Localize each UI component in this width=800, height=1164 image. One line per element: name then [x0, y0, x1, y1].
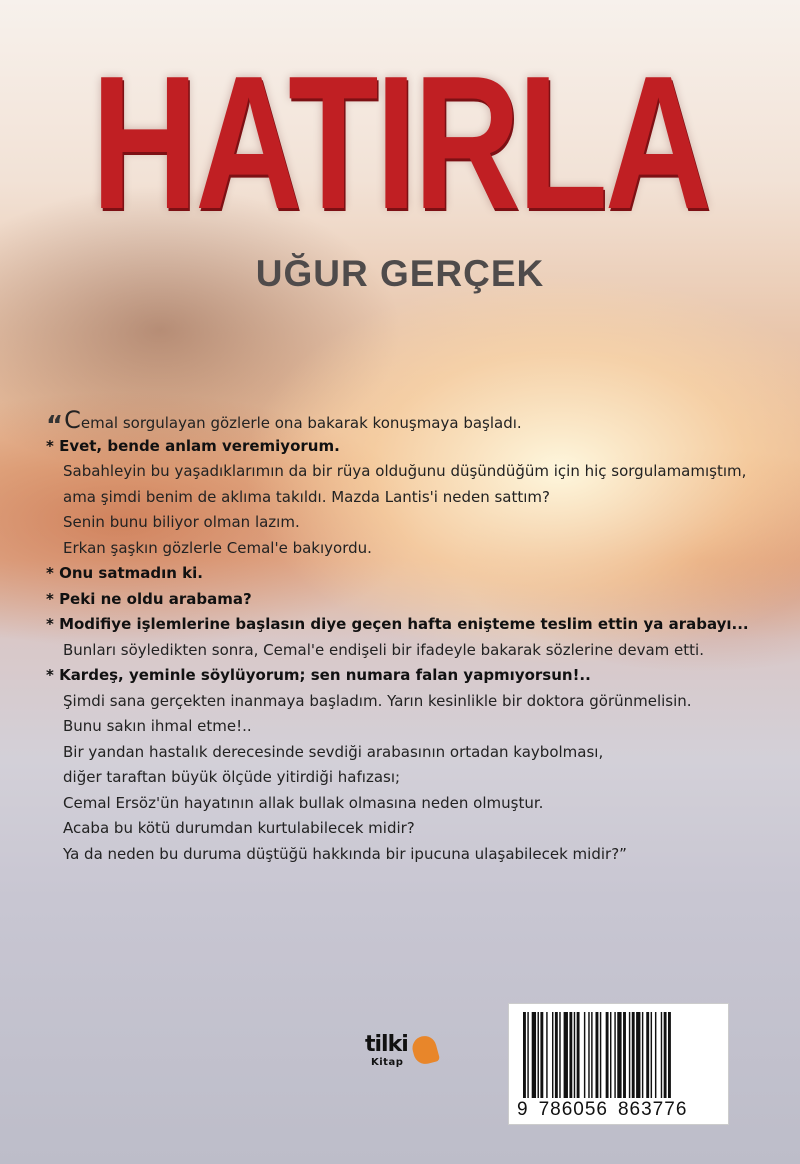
blurb-line-opening [46, 406, 766, 441]
isbn-group: 863776 [617, 1099, 688, 1120]
blurb-line: Acaba bu kötü durumdan kurtulabilecek midir? [63, 819, 415, 837]
publisher-name: tilki [365, 1032, 408, 1057]
author-name: UĞUR GERÇEK [255, 253, 545, 294]
isbn-group: 786056 [538, 1099, 608, 1120]
barcode-bar [614, 1012, 615, 1098]
barcode-bar [664, 1012, 667, 1098]
open-quote: “ [46, 411, 64, 441]
dialogue-line: * Evet, bende anlam veremiyorum. [46, 436, 340, 455]
blurb-line: Bunları söyledikten sonra, Cemal'e endişeli bir ifadeyle bakarak sözlerine devam etti. [63, 640, 704, 659]
drop-letter: C [64, 406, 81, 434]
barcode-bar [668, 1012, 671, 1098]
barcode-bar [596, 1012, 599, 1098]
blurb-line: Bir yandan hastalık derecesinde sevdiği arabasının ortadan kaybolması, [63, 742, 604, 761]
barcode-bar [636, 1012, 640, 1098]
barcode-bar [527, 1012, 528, 1098]
dialogue-line: * Kardeş, yeminle söylüyorum; sen numara falan yapmıyorsun!.. [46, 666, 591, 684]
blurb-line: ama şimdi benim de aklıma takıldı. Mazda Lantis'i neden sattım? [63, 487, 550, 506]
blurb-line: Cemal Ersöz'ün hayatının allak bullak olmasına neden olmuştur. [63, 793, 544, 812]
barcode-bar [569, 1012, 572, 1098]
isbn-prefix: 9 [517, 1099, 529, 1120]
barcode-bar [606, 1012, 609, 1098]
barcode-bar [632, 1012, 635, 1098]
barcode-bar [584, 1012, 585, 1098]
dialogue-line: * Onu satmadın ki. [46, 564, 203, 582]
blurb-line: Erkan şaşkın gözlerle Cemal'e bakıyordu. [63, 538, 372, 557]
barcode-bar [577, 1012, 580, 1098]
dialogue-line: * Peki ne oldu arabama? [46, 589, 252, 608]
blurb-line: Sabahleyin bu yaşadıklarımın da bir rüya olduğunu düşündüğüm için hiç sorgulamamıştım, [63, 462, 747, 480]
fox-icon [410, 1033, 440, 1066]
blurb-line: Bunu sakın ihmal etme!.. [63, 717, 252, 735]
blurb-text [46, 408, 766, 867]
barcode-bar [617, 1012, 621, 1098]
dialogue-line: * Modifiye işlemlerine başlasın diye geçen hafta enişteme teslim ettin ya arabayı... [46, 615, 749, 633]
barcode-bar [651, 1012, 652, 1098]
isbn-barcode [508, 1003, 729, 1125]
publisher-subtitle: Kitap [371, 1057, 404, 1068]
isbn-number [517, 1099, 722, 1121]
blurb-line: Ya da neden bu duruma düştüğü hakkında bir ipucuna ulaşabilecek midir?” [63, 844, 627, 863]
barcode-bar [623, 1012, 626, 1098]
barcode-bar [523, 1012, 526, 1098]
barcode-bar [555, 1012, 558, 1098]
barcode-bar [574, 1012, 575, 1098]
blurb-line: diğer taraftan büyük ölçüde yitirdiği hafızası; [63, 768, 401, 786]
barcode-bar [538, 1012, 539, 1098]
barcode-bar [564, 1012, 568, 1098]
barcode-bar [540, 1012, 543, 1098]
barcode-bar [532, 1012, 536, 1098]
barcode-bar [646, 1012, 649, 1098]
blurb-line: Şimdi sana gerçekten inanmaya başladım. Yarın kesinlikle bir doktora görünmelisin. [63, 691, 692, 710]
barcode-bar [552, 1012, 553, 1098]
barcode-bar [655, 1012, 656, 1098]
barcode-bar [546, 1012, 547, 1098]
barcode-bar [600, 1012, 601, 1098]
barcode-bars [523, 1012, 714, 1098]
barcode-bar [559, 1012, 560, 1098]
barcode-bar [610, 1012, 611, 1098]
barcode-bar [642, 1012, 643, 1098]
blurb-line: Senin bunu biliyor olman lazım. [63, 513, 300, 531]
book-title: HATIRLA [91, 37, 709, 249]
barcode-bar [661, 1012, 662, 1098]
blurb-line: emal sorgulayan gözlerle ona bakarak konuşmaya başladı. [80, 414, 522, 432]
barcode-bar [629, 1012, 630, 1098]
barcode-bar [591, 1012, 592, 1098]
barcode-bar [588, 1012, 589, 1098]
publisher-logo [365, 1032, 445, 1076]
